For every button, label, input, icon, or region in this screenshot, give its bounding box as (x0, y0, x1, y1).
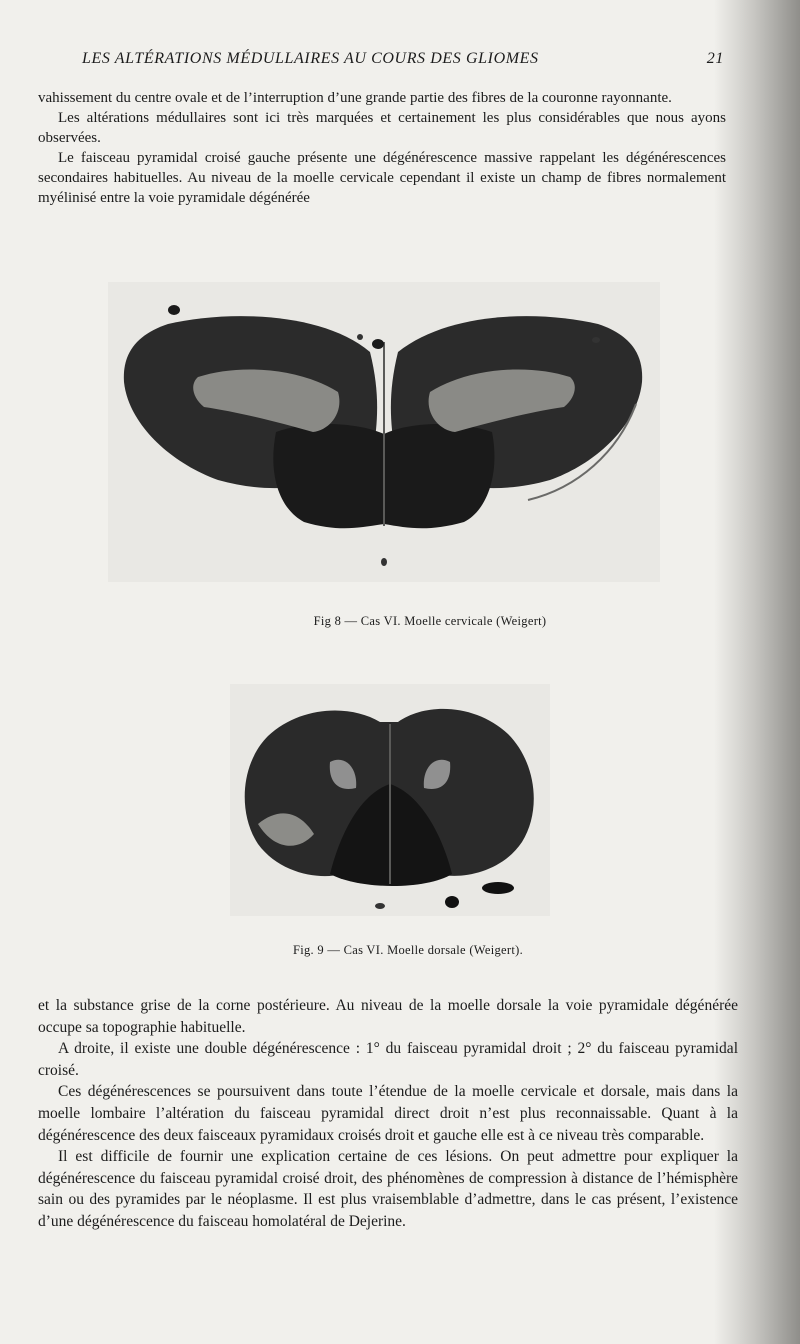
paragraph: Il est difficile de fournir une explication certaine de ces lésions. On peut admettre pour expliquer la dégénérescence du faisceau pyramidal croisé droit, des phénomènes de compression à distance de l’hémisphère sain ou des pyramides par le néoplasme. Il est plus vraisemblable d’admettre, dans le cas présent, l’existence d’une dégénérescence du faisceau homolatéral de Dejerine. (38, 1148, 738, 1230)
figure-9-caption: Fig. 9 — Cas VI. Moelle dorsale (Weigert). (292, 943, 524, 957)
paragraph: vahissement du centre ovale et de l’interruption d’une grande partie des fibres de la couronne rayonnante. (38, 90, 672, 106)
running-header (82, 50, 724, 68)
figure-8-image (108, 282, 660, 582)
paragraph: A droite, il existe une double dégénérescence : 1° du faisceau pyramidal droit ; 2° du faisceau pyramidal croisé. (38, 1040, 738, 1079)
paragraph: Le faisceau pyramidal croisé gauche présente une dégénérescence massive rappelant les dégénérescences secondaires habituelles. Au niveau de la moelle cervicale cependant il existe un champ de fibres normalement myélinisé entre la voie pyramidale dégénérée (38, 150, 726, 206)
top-text-block (38, 88, 726, 208)
paragraph: Ces dégénérescences se poursuivent dans toute l’étendue de la moelle cervicale et dorsale, mais dans la moelle lombaire l’altération du faisceau pyramidal direct droit n’est plus reconnaissable. Quant à la dégénérescence des deux faisceaux pyramidaux croisés droit et gauche elle est à ce niveau très comparable. (38, 1083, 738, 1144)
paragraph: Les altérations médullaires sont ici très marquées et certainement les plus considérables que nous ayons observées. (38, 110, 726, 146)
running-title: LES ALTÉRATIONS MÉDULLAIRES AU COURS DES GLIOMES (82, 50, 539, 67)
paragraph: et la substance grise de la corne postérieure. Au niveau de la moelle dorsale la voie pyramidale dégénérée occupe sa topographie habituelle. (38, 997, 738, 1036)
bottom-text-block (38, 995, 738, 1233)
figure-9-image (230, 684, 550, 916)
page-number: 21 (706, 50, 724, 67)
figure-8-caption: Fig 8 — Cas VI. Moelle cervicale (Weigert) (313, 614, 547, 628)
